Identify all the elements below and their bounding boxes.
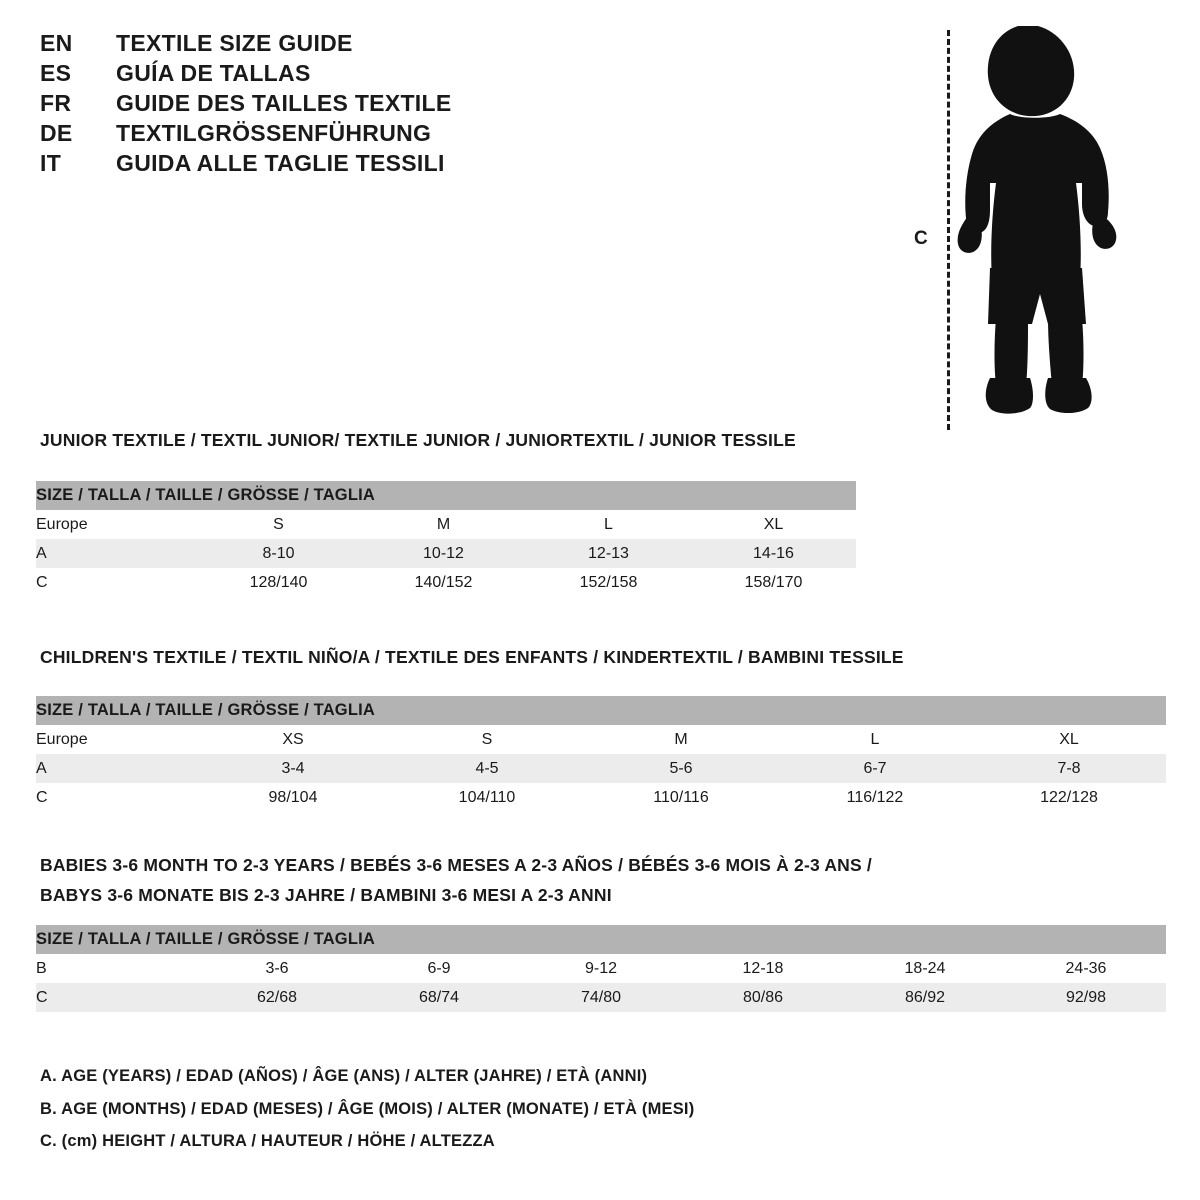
cell-value: 152/158 <box>526 568 691 597</box>
table-junior <box>36 481 856 597</box>
title-row-es <box>40 60 660 87</box>
cell-value: XS <box>196 725 390 754</box>
table-children-bar-label: SIZE / TALLA / TAILLE / GRÖSSE / TAGLIA <box>36 696 1166 725</box>
cell-value: 68/74 <box>358 983 520 1012</box>
footnote-c: C. (cm) HEIGHT / ALTURA / HAUTEUR / HÖHE / ALTEZZA <box>40 1132 495 1150</box>
footnote-a: A. AGE (YEARS) / EDAD (AÑOS) / ÂGE (ANS) / ALTER (JAHRE) / ETÀ (ANNI) <box>40 1067 648 1085</box>
height-measure-label: C <box>914 228 928 249</box>
table-row <box>36 510 856 539</box>
cell-value: 80/86 <box>682 983 844 1012</box>
row-label-europe: Europe <box>36 510 196 539</box>
table-row <box>36 983 1166 1012</box>
title-row-it <box>40 150 660 177</box>
table-row <box>36 754 1166 783</box>
table-junior-bar-label: SIZE / TALLA / TAILLE / GRÖSSE / TAGLIA <box>36 481 856 510</box>
cell-value: 3-4 <box>196 754 390 783</box>
lang-code-it: IT <box>40 150 62 176</box>
cell-value: 7-8 <box>972 754 1166 783</box>
cell-value: 14-16 <box>691 539 856 568</box>
title-row-fr <box>40 90 660 117</box>
cell-value: 12-13 <box>526 539 691 568</box>
title-text-fr: GUIDE DES TAILLES TEXTILE <box>116 90 452 116</box>
cell-value: 116/122 <box>778 783 972 812</box>
cell-value: 104/110 <box>390 783 584 812</box>
cell-value: M <box>584 725 778 754</box>
lang-code-fr: FR <box>40 90 72 116</box>
child-silhouette-icon <box>940 18 1140 433</box>
table-junior-header-bar <box>36 481 856 510</box>
footnotes <box>40 1068 694 1166</box>
section-heading-babies-line2: BABYS 3-6 MONATE BIS 2-3 JAHRE / BAMBINI 3-6 MESI A 2-3 ANNI <box>40 885 612 905</box>
cell-value: 4-5 <box>390 754 584 783</box>
section-heading-babies <box>40 855 872 906</box>
cell-value: 98/104 <box>196 783 390 812</box>
cell-value: 9-12 <box>520 954 682 983</box>
section-heading-babies-line1: BABIES 3-6 MONTH TO 2-3 YEARS / BEBÉS 3-6 MESES A 2-3 AÑOS / BÉBÉS 3-6 MOIS À 2-3 ANS / <box>40 855 872 875</box>
cell-value: 122/128 <box>972 783 1166 812</box>
cell-value: 10-12 <box>361 539 526 568</box>
cell-value: 5-6 <box>584 754 778 783</box>
row-label-b: B <box>36 954 196 983</box>
lang-code-es: ES <box>40 60 72 86</box>
table-row <box>36 954 1166 983</box>
cell-value: 74/80 <box>520 983 682 1012</box>
table-babies-header-bar <box>36 925 1166 954</box>
title-block <box>40 30 660 180</box>
row-label-a: A <box>36 754 196 783</box>
cell-value: 18-24 <box>844 954 1006 983</box>
cell-value: S <box>196 510 361 539</box>
lang-code-de: DE <box>40 120 73 146</box>
cell-value: 140/152 <box>361 568 526 597</box>
table-row <box>36 568 856 597</box>
table-row <box>36 783 1166 812</box>
row-label-c: C <box>36 783 196 812</box>
title-row-de <box>40 120 660 147</box>
cell-value: 62/68 <box>196 983 358 1012</box>
cell-value: XL <box>972 725 1166 754</box>
cell-value: 3-6 <box>196 954 358 983</box>
table-row <box>36 539 856 568</box>
footnote-b: B. AGE (MONTHS) / EDAD (MESES) / ÂGE (MOIS) / ALTER (MONATE) / ETÀ (MESI) <box>40 1099 695 1118</box>
title-text-en: TEXTILE SIZE GUIDE <box>116 30 353 56</box>
cell-value: 6-9 <box>358 954 520 983</box>
title-text-it: GUIDA ALLE TAGLIE TESSILI <box>116 150 445 176</box>
lang-code-en: EN <box>40 30 73 56</box>
row-label-europe: Europe <box>36 725 196 754</box>
row-label-a: A <box>36 539 196 568</box>
cell-value: M <box>361 510 526 539</box>
table-row <box>36 725 1166 754</box>
table-babies <box>36 925 1166 1012</box>
cell-value: L <box>526 510 691 539</box>
cell-value: 12-18 <box>682 954 844 983</box>
row-label-c: C <box>36 983 196 1012</box>
cell-value: 110/116 <box>584 783 778 812</box>
height-diagram <box>900 10 1180 430</box>
table-children-header-bar <box>36 696 1166 725</box>
cell-value: 24-36 <box>1006 954 1166 983</box>
cell-value: L <box>778 725 972 754</box>
row-label-c: C <box>36 568 196 597</box>
cell-value: XL <box>691 510 856 539</box>
table-children <box>36 696 1166 812</box>
cell-value: 128/140 <box>196 568 361 597</box>
table-babies-bar-label: SIZE / TALLA / TAILLE / GRÖSSE / TAGLIA <box>36 925 1166 954</box>
cell-value: 92/98 <box>1006 983 1166 1012</box>
title-row-en <box>40 30 660 57</box>
section-heading-children: CHILDREN'S TEXTILE / TEXTIL NIÑO/A / TEXTILE DES ENFANTS / KINDERTEXTIL / BAMBINI TESSILE <box>40 647 904 667</box>
section-heading-junior: JUNIOR TEXTILE / TEXTIL JUNIOR/ TEXTILE JUNIOR / JUNIORTEXTIL / JUNIOR TESSILE <box>40 430 796 450</box>
cell-value: 158/170 <box>691 568 856 597</box>
cell-value: 86/92 <box>844 983 1006 1012</box>
cell-value: 6-7 <box>778 754 972 783</box>
cell-value: 8-10 <box>196 539 361 568</box>
title-text-es: GUÍA DE TALLAS <box>116 60 311 86</box>
cell-value: S <box>390 725 584 754</box>
title-text-de: TEXTILGRÖSSENFÜHRUNG <box>116 120 432 146</box>
